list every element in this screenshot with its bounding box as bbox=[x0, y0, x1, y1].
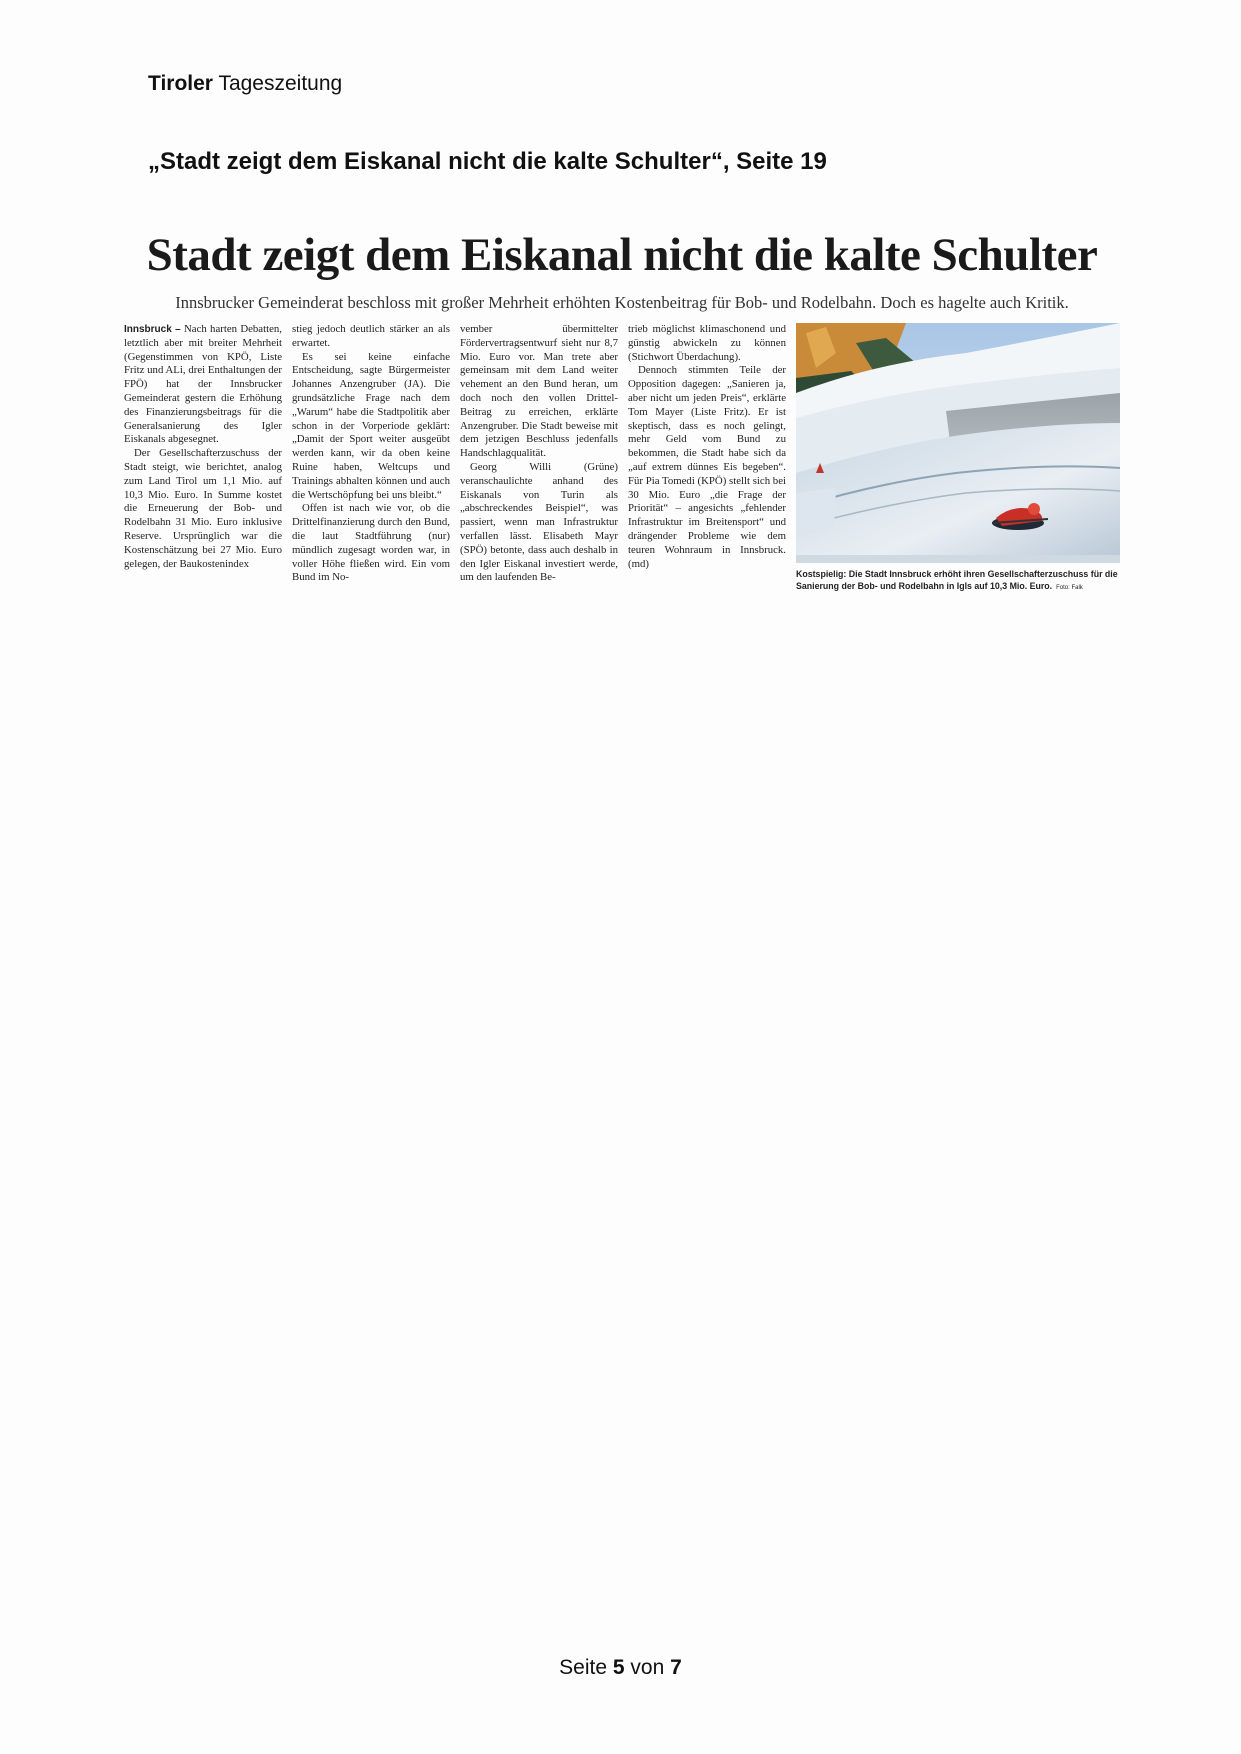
publication-name-rest: Tageszeitung bbox=[218, 72, 343, 95]
column-1-paragraph-2: Der Gesellschafterzuschuss der Stadt steigt, wie berichtet, analog zum Land Tirol um 1,1 Mio. auf 10,3 Mio. Euro. In Summe kostet die Erneuerung der Bob- und Rodelbahn 31 Mio. Euro inklusive Reserve. Ursprünglich war die Kostenschätzung bei 27 Mio. Euro gelegen, der Baukostenindex bbox=[124, 447, 282, 570]
article-headline: Stadt zeigt dem Eiskanal nicht die kalte Schulter bbox=[146, 229, 1098, 281]
column-2-paragraph-3: Offen ist nach wie vor, ob die Drittelfinanzierung durch den Bund, die laut Stadtführung (nur) mündlich zugesagt worden war, in voller Höhe fließen wird. Ein vom Bund im No- bbox=[292, 502, 450, 584]
page-current: 5 bbox=[612, 1656, 625, 1679]
article-column-1 bbox=[124, 323, 282, 571]
page-of: von bbox=[630, 1656, 665, 1679]
page-word: Seite bbox=[559, 1656, 608, 1679]
column-4-paragraph-1: trieb möglichst klimaschonend und günstig abwickeln zu können (Stichwort Überdachung). bbox=[628, 323, 786, 363]
publication-name-bold: Tiroler bbox=[148, 72, 213, 95]
dateline: Innsbruck – bbox=[124, 324, 181, 335]
column-3-paragraph-1: vember übermittelter Fördervertragsentwurf sieht nur 8,7 Mio. Euro vor. Man trete aber gemeinsam mit dem Land weiter vehement an den Bund heran, um doch noch den vollen Drittel-Beitrag zu erreichen, erklärte Anzengruber. Die Stadt beweise mit dem jetzigen Beschluss jedenfalls Handschlagqualität. bbox=[460, 323, 618, 460]
article-column-4 bbox=[628, 323, 786, 571]
page-number bbox=[0, 1656, 1241, 1680]
bobsled-track-photo bbox=[796, 323, 1120, 563]
photo-caption bbox=[796, 568, 1120, 594]
article-subheadline: Innsbrucker Gemeinderat beschloss mit großer Mehrheit erhöhten Kostenbeitrag für Bob- und Rodelbahn. Doch es hagelte auch Kritik. bbox=[175, 293, 1069, 312]
photo-caption-text: Kostspielig: Die Stadt Innsbruck erhöht ihren Gesellschafterzuschuss für die Sanierung der Bob- und Rodelbahn in Igls auf 10,3 Mio. Euro. bbox=[796, 569, 1118, 591]
column-4-paragraph-2: Dennoch stimmten Teile der Opposition dagegen: „Sanieren ja, aber nicht um jeden Preis“, erklärte Tom Mayer (Liste Fritz). Er ist skeptisch, dass es noch gelingt, mehr Geld vom Bund zu bekommen, die Stadt habe sich da „auf extrem dünnes Eis begeben“. Für Pia Tomedi (KPÖ) stellt sich bei 30 Mio. Euro „die Frage der Priorität“ – angesichts „fehlender Infrastruktur im Breitensport“ und drängender Probleme wie dem teuren Wohnraum in Innsbruck. (md) bbox=[628, 364, 786, 570]
photo-credit: Foto: Falk bbox=[1056, 585, 1083, 591]
column-1-paragraph-1: Nach harten Debatten, letztlich aber mit breiter Mehrheit (Gegenstimmen von KPÖ, Liste Fritz und ALi, drei Enthaltungen der FPÖ) hat der Innsbrucker Gemeinderat gestern die Erhöhung des Finanzierungsbeitrags für die Generalsanierung des Igler Eiskanals abgesegnet. bbox=[124, 323, 282, 446]
article-column-3 bbox=[460, 323, 618, 585]
newspaper-clipping bbox=[124, 228, 1120, 600]
column-3-paragraph-2: Georg Willi (Grüne) veranschaulichte anhand des Eiskanals von Turin als „abschreckendes Beispiel“, was passiert, wenn man Infrastruktur verfallen lässt. Elisabeth Mayr (SPÖ) betonte, dass auch deshalb in den Igler Eiskanal investiert werde, um den laufenden Be- bbox=[460, 460, 618, 584]
page-total: 7 bbox=[670, 1656, 682, 1679]
publication-name bbox=[148, 72, 342, 96]
column-2-paragraph-2: Es sei keine einfache Entscheidung, sagte Bürgermeister Johannes Anzengruber (JA). Die grundsätzliche Frage nach dem „Warum“ habe die Stadtpolitik aber schon in der Vorperiode geklärt: „Damit der Sport weiter ausgeübt werden kann, wir da oben keine Ruine haben, Weltcups und Trainings abhalten können und auch die Wertschöpfung bei uns bleibt.“ bbox=[292, 350, 450, 501]
article-reference: „Stadt zeigt dem Eiskanal nicht die kalte Schulter“, Seite 19 bbox=[148, 148, 827, 175]
column-2-paragraph-1: stieg jedoch deutlich stärker an als erwartet. bbox=[292, 323, 450, 349]
article-column-2 bbox=[292, 323, 450, 585]
